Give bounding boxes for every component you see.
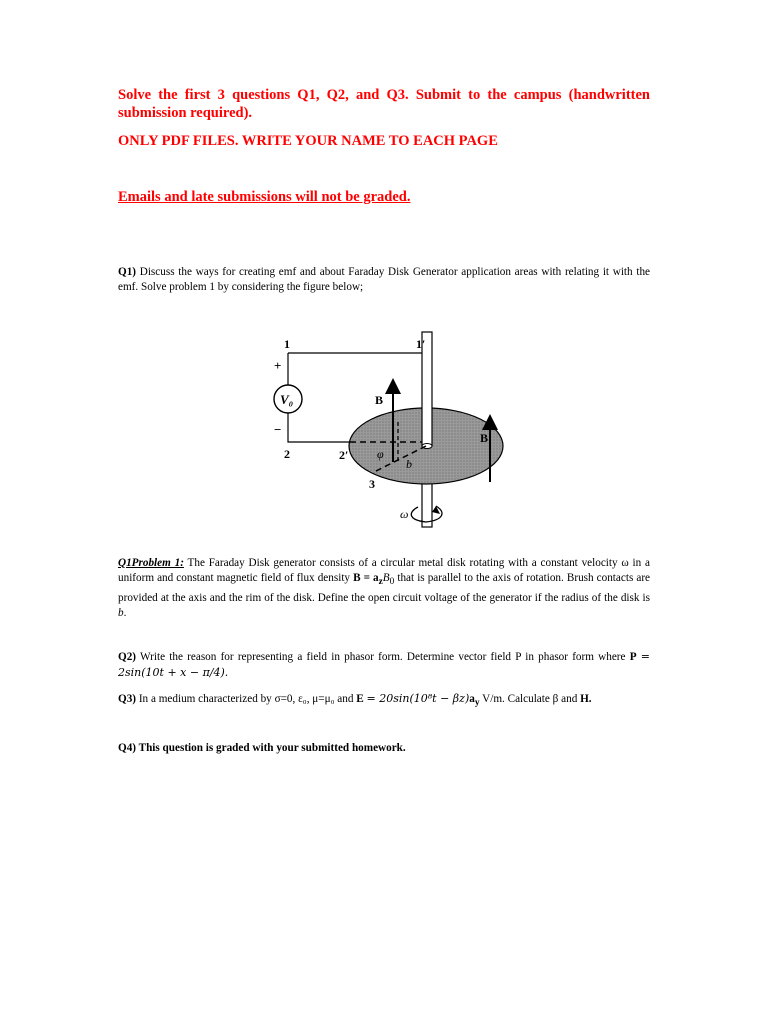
node-1p-label: 1′ — [416, 337, 426, 351]
b-label-left: B — [375, 393, 384, 407]
radius-label: b — [406, 457, 412, 471]
q3-text-a: In a medium characterized by σ=0, ε₀, μ=μ₀ and — [138, 693, 354, 705]
node-2-label: 2 — [284, 447, 290, 461]
instruction-line-2: ONLY PDF FILES. WRITE YOUR NAME TO EACH PAGE — [118, 133, 498, 149]
q3-text-b: V/m. Calculate β and — [482, 693, 578, 705]
voltmeter-label: V₀ — [280, 392, 294, 407]
plus-sign: + — [274, 358, 282, 373]
q1-paragraph — [118, 265, 650, 296]
omega-label: ω — [400, 507, 409, 521]
q2-paragraph: Q2) Write the reason for representing a field in phasor form. Determine vector field P in phasor form where P = 2sin(10t + x − π/4). — [118, 650, 650, 680]
instruction-line-1: Solve the first 3 questions Q1, Q2, and Q3. Submit to the campus (handwritten submission required). — [118, 87, 650, 121]
b-label-right: B — [480, 431, 489, 445]
q4-paragraph: Q4) This question is graded with your submitted homework. — [118, 742, 406, 754]
q2-text: Write the reason for representing a field in phasor form. Determine vector field P in phasor form where — [140, 651, 626, 663]
wire-bottom — [288, 413, 350, 442]
problem1-label: Q1Problem 1: — [118, 557, 184, 569]
q2-label: Q2) — [118, 651, 137, 663]
node-1-label: 1 — [284, 337, 290, 351]
node-2p-label: 2′ — [339, 448, 349, 462]
problem1-text-b: that is parallel to the axis of rotation. Brush contacts are provided at the axis and the rim of the disk. Define the open circuit voltage of the generator if the radius of the disk is — [118, 572, 651, 605]
q1-text: Discuss the ways for creating emf and about Faraday Disk Generator application areas with relating it with the emf. Solve problem 1 by considering the figure below; — [118, 266, 650, 294]
q3-label: Q3) — [118, 693, 137, 705]
problem1-text-a: The Faraday Disk generator consists of a circular metal disk rotating with a constant velocity ω in a uniform and constant magnetic field of flux density — [118, 557, 650, 585]
phi-label: φ — [377, 447, 384, 461]
node-3-label: 3 — [369, 477, 375, 491]
q3-equation: = 20sin(10⁸t − βz) — [366, 692, 470, 705]
q3-paragraph: Q3) In a medium characterized by σ=0, ε₀, μ=μ₀ and $E = 20\sin(10^8t - \beta z)a_y$ V/m. Calculate β and H. — [118, 692, 592, 709]
problem1-paragraph: Q1Problem 1: The Faraday Disk generator consists of a circular metal disk rotating with a constant velocity ω in a uniform and constant magnetic field of flux density $B = a_zB_0$ that is parallel to the axis of rotation. Brush contacts are provided at the axis and the rim of the disk. Define the open circuit voltage of the generator if the radius of the disk is b. — [118, 557, 651, 620]
minus-sign: − — [274, 422, 282, 437]
instruction-line-3: Emails and late submissions will not be graded. — [118, 189, 411, 205]
faraday-disk-figure — [250, 322, 540, 542]
q1-label: Q1) — [118, 266, 137, 278]
q2-equation: = 2sin(10t + x − π/4). — [118, 650, 650, 680]
problem1-eq: B = a — [353, 572, 379, 585]
